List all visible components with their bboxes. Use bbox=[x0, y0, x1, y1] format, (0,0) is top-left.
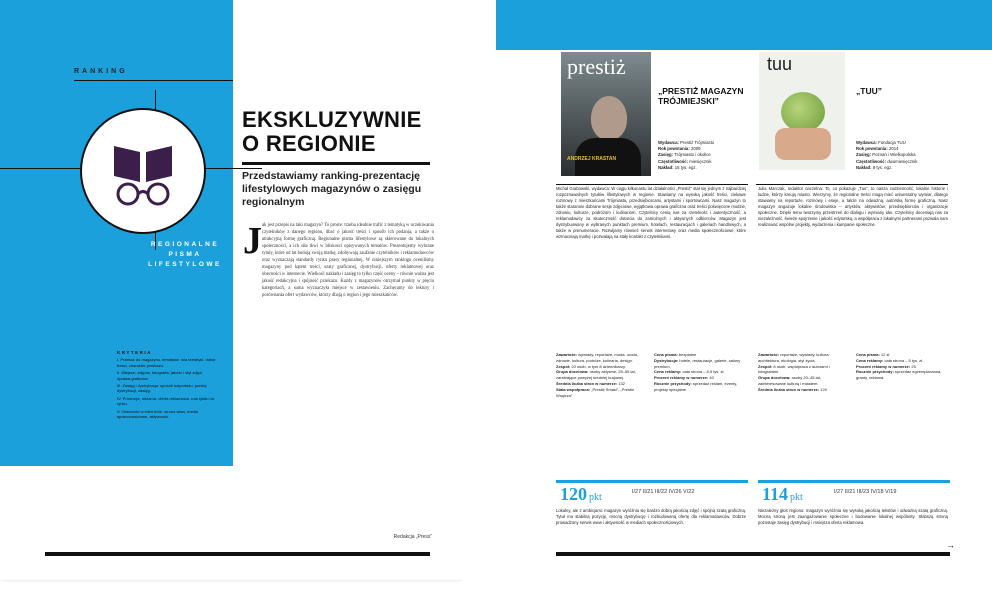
detail-key: Procent reklamy w numerze: bbox=[654, 375, 709, 381]
detail-key: Grupa docelowa: bbox=[758, 375, 791, 381]
detail-key: Cena pisma: bbox=[856, 352, 880, 357]
meta-value: Prestiż Trójmiasto bbox=[680, 140, 715, 145]
criteria-box bbox=[117, 350, 217, 421]
meta-key: Nakład: bbox=[658, 164, 674, 170]
magazine-meta bbox=[658, 140, 758, 171]
detail-value: sprzedaż reklam, eventy, projekty specjalne. bbox=[654, 380, 738, 392]
score-unit: pkt bbox=[589, 492, 602, 503]
meta-value: 2009 bbox=[690, 146, 701, 152]
magazine-verdict: Lokalny, ale z ambicjami: magazyn wyróżnia się bardzo dobrą jakością zdjęć i spójną szatą graficzną. Tytuł ma stabilną pozycję, mocną dystrybucję i rozbudowaną ofertę dla reklamodawców. Dobrze prowadzony serwis www i aktywność w mediach społecznościowych. bbox=[556, 508, 746, 525]
detail-key: Stała współpraca: bbox=[556, 386, 591, 392]
meta-key: Wydawca: bbox=[856, 140, 877, 145]
meta-value: 2014 bbox=[888, 146, 899, 152]
magazine-description: Julia Marczak, redaktor naczelna: To, co pokazuje „Tuu”, to nasza codzienność, lokalne historie i ludzie, którzy kreują miasto. Wierzymy, że regionalne treści mogą mieć uniwersalny wymiar, dlatego stawiamy na reportaże, rozmowy i eseje, a także na odważną, autorską formę graficzną. Nasz magazyn angażuje lokalne środowiska – artystów, aktywistów, przedsiębiorców i organizacje społeczne. Dzięki temu tworzymy przestrzeń do dialogu i wymiany idei. Czytelnicy doceniają nas za niezależność, świeże spojrzenie i jakość edytorską, a współpraca z lokalnymi partnerami pozwala nam realizować wspólne projekty, wydarzenia i kampanie społeczne. bbox=[758, 186, 948, 227]
cover-cabbage-image bbox=[781, 92, 825, 132]
meta-key: Częstotliwość: bbox=[856, 158, 887, 164]
meta-key: Nakład: bbox=[856, 164, 872, 170]
detail-value: sprzedaż egzemplarzowa, granty, reklama. bbox=[856, 369, 942, 381]
drop-cap: J bbox=[243, 220, 262, 262]
detail-key: Zespół: bbox=[556, 363, 571, 369]
magazine-title: „PRESTIŻ MAGAZYN TRÓJMIEJSKI” bbox=[658, 86, 744, 106]
subscores: I/27 II/21 III/22 IV/26 V/22 bbox=[632, 489, 695, 495]
detail-value: 12 zł bbox=[880, 352, 890, 357]
meta-value: miesięcznik bbox=[689, 158, 712, 164]
bottom-bar bbox=[556, 552, 950, 556]
criteria-item: III. Zasięg i dystrybucja: sposób kolportażu, punkty dystrybucji, zasięg. bbox=[117, 383, 207, 394]
detail-key: Procent reklamy w numerze: bbox=[856, 363, 911, 369]
bottom-bar bbox=[45, 552, 430, 556]
magazine-cover-prestiz bbox=[561, 52, 651, 176]
detail-key: Zespół: bbox=[758, 363, 773, 369]
detail-value: reportaże, wywiady, kultura, architektura, ekologia, styl życia. bbox=[758, 352, 830, 363]
article-body: ak jest przepis na taki magazyn? To proste: trzeba idealnie trafić z tematyką w oczekiwania czytelników z danego regionu, dbać o jakość treści i sposób ich podania, a także o atrakcyjną formę graficzną. Regionalne pisma lifestylowe są skierowane do lokalnych społeczności, a ich siła tkwi w bliskości opisywanych tematów. Prezentujemy wybrane tytuły, które od lat budują swoją markę, zdobywają zaufanie czytelników i reklamodawców oraz wyznaczają standardy rynku prasy regionalnej. W niniejszym rankingu oceniliśmy magazyny pod kątem treści, szaty graficznej, dystrybucji, oferty reklamowej oraz obecności w internecie. Wielkość nakładu i zasięg to tylko część oceny – równie ważna jest jakość redakcyjna i spójność przekazu. Każdy z magazynów otrzymał punkty w pięciu kategoriach, a suma wyznaczyła miejsce w zestawieniu. Zachęcamy do lektury i porównania ofert wydawców, którzy dbają o region i jego mieszkańców. bbox=[262, 223, 434, 298]
meta-value: Trójmiasto i okolice bbox=[674, 152, 711, 158]
detail-key: Średnia liczba stron w numerze: bbox=[758, 386, 820, 392]
detail-value: bezpłatne bbox=[678, 352, 697, 357]
magazine-cover-tuu bbox=[759, 52, 845, 170]
article-title: EKSKLUZYWNIE O REGIONIE bbox=[242, 107, 422, 156]
magazine-verdict: Niezależny głos regionu: magazyn wyróżnia się wysoką jakością tekstów i odważną szatą graficzną. Mocną stroną jest zaangażowanie społeczne i budowanie lokalnej wspólnoty. Słabszą stroną pozostaje zasięg dystrybucji i mniejsza oferta reklamowa. bbox=[758, 508, 948, 525]
divider bbox=[556, 184, 748, 185]
criteria-item: V. Obecność w internecie: strona www, media społecznościowe, aktywność. bbox=[117, 408, 199, 420]
detail-key: Zawartość: bbox=[758, 352, 780, 357]
detail-value: cała strona – 8,5 tys. zł. bbox=[682, 369, 725, 375]
detail-value: hotele, restauracje, galerie, salony premium. bbox=[654, 357, 741, 369]
criteria-item: I. Przekaz do magazynu, tematyka: rola tematyki, dobór treści, charakter przekazu. bbox=[117, 357, 216, 368]
detail-key: Dystrybucja: bbox=[654, 357, 679, 363]
magazine-title: „TUU” bbox=[856, 86, 882, 96]
criteria-header: KRYTERIA bbox=[117, 350, 152, 355]
meta-key: Wydawca: bbox=[658, 140, 679, 145]
cover-masthead: prestiż bbox=[567, 54, 626, 79]
meta-key: Rok powstania: bbox=[658, 146, 690, 152]
criteria-item: IV. Promocja, reklama: oferta reklamowa, rola tytułu na rynku. bbox=[117, 395, 215, 407]
detail-key: Grupa docelowa: bbox=[556, 369, 589, 375]
detail-key: Rocznie przychody: bbox=[654, 380, 692, 386]
book-icon bbox=[82, 110, 204, 232]
signature: Redakcja „Press” bbox=[393, 534, 432, 540]
region-label: REGIONALNE PISMA LIFESTYLOWE bbox=[148, 241, 222, 268]
detail-key: Cena pisma: bbox=[654, 352, 678, 357]
detail-value: 25 bbox=[911, 363, 916, 369]
score bbox=[560, 484, 602, 505]
magazine-details-left bbox=[556, 352, 648, 398]
book-glasses-logo bbox=[80, 108, 206, 234]
divider bbox=[74, 80, 233, 81]
blue-header-band bbox=[496, 0, 992, 50]
score-rule bbox=[758, 480, 950, 483]
cover-masthead: tuu bbox=[767, 54, 793, 74]
cover-portrait bbox=[591, 96, 627, 140]
magazine-details-right bbox=[654, 352, 746, 393]
score-value: 120 bbox=[560, 484, 587, 504]
meta-value: 15 tys. egz. bbox=[674, 164, 697, 170]
cover-hands-image bbox=[775, 128, 831, 160]
meta-value: Fundacja TUU bbox=[878, 140, 906, 145]
detail-value: 120 bbox=[820, 386, 827, 392]
detail-key: Średnia liczba stron w numerze: bbox=[556, 380, 618, 386]
detail-value: 40 bbox=[709, 375, 714, 381]
subscores: I/27 II/21 III/23 IV/18 V/19 bbox=[834, 489, 897, 495]
criteria-item: II. Miejsce, zdjęcia, fotografia: jakość i styl zdjęć, oprawa graficzna. bbox=[117, 370, 203, 381]
meta-key: Zasięg: bbox=[658, 152, 674, 158]
detail-value: 20 osób, w tym 8 dziennikarzy. bbox=[571, 363, 626, 369]
cover-name: ANDRZEJ KRASTAN bbox=[567, 156, 617, 162]
detail-value: „Prestiż Smaki”, „Prestiż Wnętrza” bbox=[556, 386, 635, 398]
meta-value: Poznań i Wielkopolska bbox=[872, 152, 916, 158]
score-value: 114 bbox=[762, 484, 789, 504]
article-lead: Przedstawiamy ranking-prezentację lifestylowych magazynów o zasięgu regionalnym bbox=[242, 170, 422, 208]
score-unit: pkt bbox=[790, 492, 803, 503]
detail-value: 132 bbox=[618, 380, 625, 386]
meta-value: 8 tys. egz. bbox=[872, 164, 893, 170]
magazine-description: Michał Grabowski, wydawca: W ciągu kilkunastu lat działalności „Prestiż” stał się jednym z najbardziej rozpoznawalnych tytułów lifestylowych w regionie. Stawiamy na wysoką jakość treści, ciekawe rozmowy z mieszkańcami Trójmiasta, przedsiębiorcami, artystami i sportowcami. Nasz magazyn to także starannie dobrane sesje zdjęciowe, wyjątkowa oprawa graficzna oraz treści poświęcone modzie, zdrowiu, kulturze, podróżom i kulinariom. Czytelnicy cenią nas za rzetelność i autentyczność, a reklamodawcy za skuteczność dotarcia do zamożnych i aktywnych odbiorców. Magazyn jest dystrybuowany w wybranych punktach premium, hotelach, restauracjach i galeriach handlowych, a także w prenumeracie. Rozwijamy również serwis internetowy oraz media społecznościowe, które wzmacniają markę i pozwalają na stały kontakt z czytelnikami. bbox=[556, 186, 746, 239]
detail-key: Cena reklamy: bbox=[654, 369, 682, 375]
magazine-details-left bbox=[758, 352, 850, 393]
detail-key: Cena reklamy: bbox=[856, 357, 884, 363]
detail-key: Rocznie przychody: bbox=[856, 369, 894, 375]
magazine-meta bbox=[856, 140, 956, 171]
meta-key: Rok powstania: bbox=[856, 146, 888, 152]
meta-key: Zasięg: bbox=[856, 152, 872, 158]
detail-value: cała strona – 5 tys. zł. bbox=[884, 357, 924, 363]
detail-value: wywiady, reportaże, moda, uroda, zdrowie, kultura, podróże, kulinaria, design. bbox=[556, 352, 638, 363]
score bbox=[762, 484, 803, 505]
detail-key: Zawartość: bbox=[556, 352, 578, 357]
score-rule bbox=[556, 480, 748, 483]
detail-value: 8 osób, współpraca z autorami i fotografami. bbox=[758, 363, 830, 375]
section-label: RANKING bbox=[74, 68, 128, 75]
detail-value: osoby 20–45 lat, zainteresowane kulturą i miastem. bbox=[758, 375, 821, 386]
gutter bbox=[462, 0, 496, 606]
meta-value: dwumiesięcznik bbox=[887, 158, 918, 164]
divider bbox=[756, 184, 948, 185]
meta-key: Częstotliwość: bbox=[658, 158, 689, 164]
title-rule bbox=[242, 162, 430, 165]
arrow-right-icon: → bbox=[946, 540, 955, 550]
magazine-details-right bbox=[856, 352, 948, 381]
detail-value: osoby aktywne, 25–55 lat, zarabiające powyżej średniej krajowej. bbox=[556, 369, 636, 381]
